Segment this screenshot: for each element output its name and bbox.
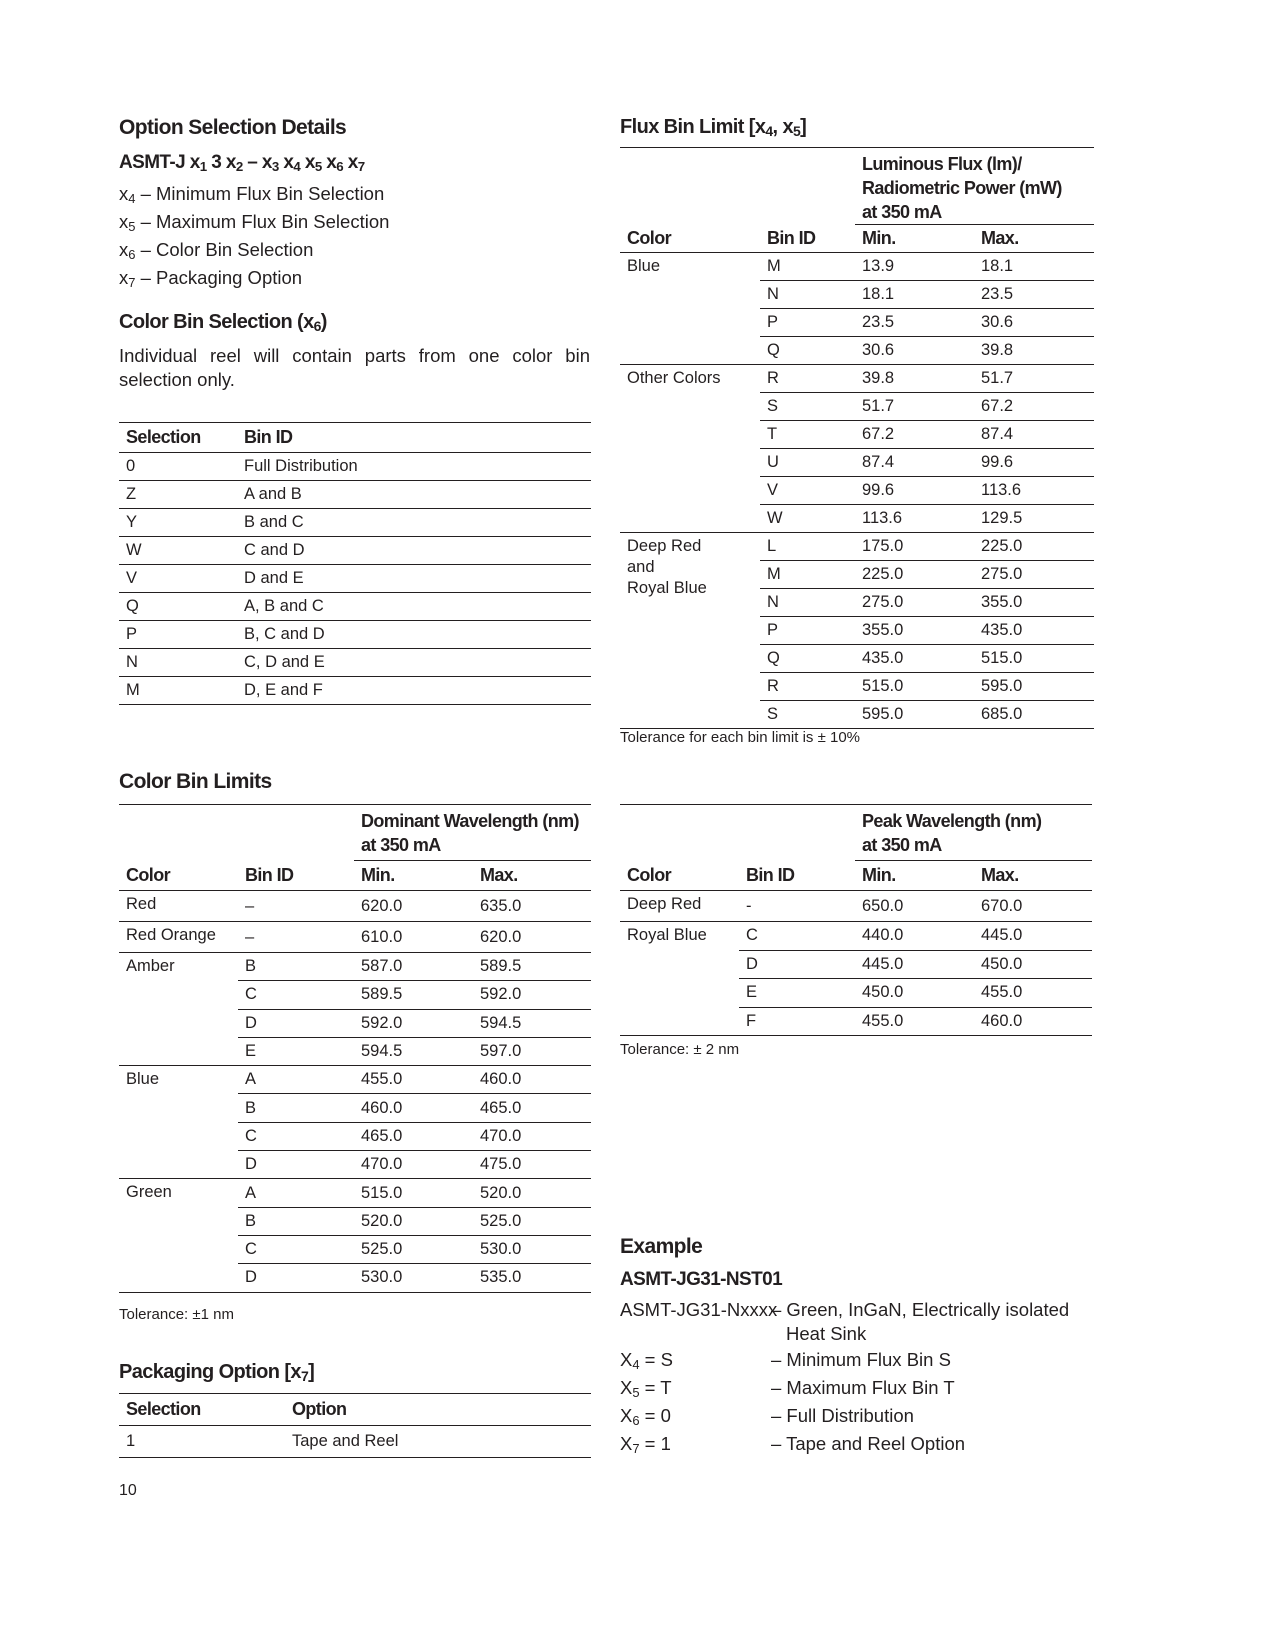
table-cell: A and B bbox=[244, 485, 302, 503]
table-cell: 594.5 bbox=[473, 1009, 591, 1037]
table-cell: 445.0 bbox=[855, 950, 974, 979]
table-row bbox=[119, 565, 591, 593]
table-header: Selection bbox=[126, 1399, 201, 1419]
table-cell: 589.5 bbox=[354, 981, 473, 1009]
example-line: $X_5 = T$ – Maximum Flux Bin T bbox=[620, 1377, 955, 1400]
table-cell: C bbox=[238, 1235, 354, 1263]
color-bin-limits-tolerance: Tolerance: ±1 nm bbox=[119, 1306, 234, 1323]
table-cell: 440.0 bbox=[855, 922, 974, 951]
table-cell: 113.6 bbox=[974, 477, 1094, 505]
table-cell: C bbox=[238, 981, 354, 1009]
table-header: Min. bbox=[862, 228, 896, 248]
table-cell: S bbox=[760, 393, 855, 421]
example-breakdown bbox=[620, 1298, 1090, 1460]
table-cell: 670.0 bbox=[974, 891, 1092, 922]
color-bin-selection-title: Color Bin Selection $(x_6)$ bbox=[119, 311, 327, 334]
example-part-number: ASMT-JG31-NST01 bbox=[620, 1269, 783, 1290]
table-cell: B bbox=[238, 1207, 354, 1235]
color-group-cell: Deep Red and Royal Blue bbox=[620, 533, 760, 729]
table-header: Option bbox=[292, 1399, 347, 1419]
option-list-item: $x_5$ – Maximum Flux Bin Selection bbox=[119, 211, 390, 234]
table-row bbox=[119, 481, 591, 509]
table-cell: 175.0 bbox=[855, 533, 974, 561]
table-cell: 99.6 bbox=[855, 477, 974, 505]
color-group-cell: Amber bbox=[119, 953, 238, 1066]
table-header: Max. bbox=[981, 865, 1019, 885]
color-group-cell: Other Colors bbox=[620, 365, 760, 533]
example-line: $X_6 = 0$ – Full Distribution bbox=[620, 1405, 914, 1428]
part-code: ASMT-J $x_1$ 3 $x_2 - x_3$ $x_4$ $x_5$ $x_6$ $x_7$ bbox=[119, 152, 365, 174]
color-bin-limits-table bbox=[119, 804, 591, 1293]
table-row bbox=[620, 922, 1092, 951]
color-group-cell: Deep Red bbox=[620, 891, 739, 922]
table-cell: R bbox=[760, 673, 855, 701]
table-cell: 435.0 bbox=[974, 617, 1094, 645]
dominant-wavelength-header: Dominant Wavelength (nm) at 350 mA bbox=[354, 805, 591, 861]
table-cell: D, E and F bbox=[244, 681, 323, 699]
table-cell: 455.0 bbox=[974, 979, 1092, 1008]
table-cell: 450.0 bbox=[974, 950, 1092, 979]
table-cell: N bbox=[126, 653, 138, 671]
table-cell: 435.0 bbox=[855, 645, 974, 673]
table-cell: L bbox=[760, 533, 855, 561]
table-cell: 39.8 bbox=[974, 337, 1094, 365]
table-cell: 650.0 bbox=[855, 891, 974, 922]
table-cell: S bbox=[760, 701, 855, 729]
table-cell: V bbox=[760, 477, 855, 505]
table-cell: 23.5 bbox=[855, 309, 974, 337]
table-cell: Q bbox=[760, 337, 855, 365]
table-cell: 455.0 bbox=[855, 1007, 974, 1036]
option-list-item: $x_4$ – Minimum Flux Bin Selection bbox=[119, 183, 385, 206]
table-row: 1 Tape and Reel bbox=[119, 1426, 591, 1458]
table-cell: D bbox=[238, 1264, 354, 1292]
table-header: Color bbox=[126, 864, 170, 885]
table-cell: E bbox=[238, 1037, 354, 1065]
luminous-flux-header: Luminous Flux (lm)/ Radiometric Power (mW) at 350 mA bbox=[855, 148, 1094, 225]
table-cell: 67.2 bbox=[855, 421, 974, 449]
table-row bbox=[119, 537, 591, 565]
table-cell: 620.0 bbox=[473, 922, 591, 953]
table-cell: 587.0 bbox=[354, 953, 473, 981]
table-row bbox=[119, 953, 591, 981]
table-header: Bin ID bbox=[245, 864, 294, 885]
table-cell: – bbox=[238, 891, 354, 922]
table-cell: Z bbox=[126, 485, 137, 503]
peak-wavelength-table bbox=[620, 804, 1092, 1036]
table-cell: – bbox=[238, 922, 354, 953]
table-cell: 535.0 bbox=[473, 1264, 591, 1292]
table-cell: 520.0 bbox=[354, 1207, 473, 1235]
table-cell: 355.0 bbox=[974, 589, 1094, 617]
table-cell: 525.0 bbox=[354, 1235, 473, 1263]
table-header: Min. bbox=[361, 865, 395, 885]
color-bin-paragraph: Individual reel will contain parts from one color bin selection only. bbox=[119, 345, 590, 390]
table-cell: 445.0 bbox=[974, 922, 1092, 951]
table-cell: 465.0 bbox=[354, 1122, 473, 1150]
table-row bbox=[119, 1066, 591, 1094]
table-cell: P bbox=[126, 625, 138, 643]
table-header: Color bbox=[627, 227, 671, 248]
table-row bbox=[620, 533, 1094, 561]
option-selection-title: Option Selection Details bbox=[119, 116, 347, 139]
table-cell: 530.0 bbox=[354, 1264, 473, 1292]
table-cell: R bbox=[760, 365, 855, 393]
table-header: Bin ID bbox=[746, 864, 795, 885]
table-cell: T bbox=[760, 421, 855, 449]
table-cell: D bbox=[238, 1009, 354, 1037]
example-title: Example bbox=[620, 1235, 703, 1258]
table-cell: C bbox=[238, 1122, 354, 1150]
table-cell: 592.0 bbox=[473, 981, 591, 1009]
table-cell: 39.8 bbox=[855, 365, 974, 393]
table-cell: 13.9 bbox=[855, 253, 974, 281]
table-row bbox=[119, 621, 591, 649]
table-cell: Full Distribution bbox=[244, 457, 358, 475]
color-group-cell: Royal Blue bbox=[620, 922, 739, 1036]
table-cell: V bbox=[126, 569, 138, 587]
table-cell: 470.0 bbox=[354, 1151, 473, 1179]
color-group-cell: Blue bbox=[119, 1066, 238, 1179]
example-line: ASMT-JG31-Nxxxx – Green, InGaN, Electrically isolated Heat Sink bbox=[620, 1299, 1070, 1344]
table-cell: 520.0 bbox=[473, 1179, 591, 1207]
table-cell: 515.0 bbox=[974, 645, 1094, 673]
table-cell: 595.0 bbox=[974, 673, 1094, 701]
table-cell: 460.0 bbox=[354, 1094, 473, 1122]
table-cell: 685.0 bbox=[974, 701, 1094, 729]
table-cell: D and E bbox=[244, 569, 304, 587]
flux-bin-table bbox=[620, 147, 1094, 729]
table-row bbox=[119, 509, 591, 537]
table-cell: 275.0 bbox=[974, 561, 1094, 589]
table-cell: 635.0 bbox=[473, 891, 591, 922]
table-header: Min. bbox=[862, 865, 896, 885]
table-cell: 470.0 bbox=[473, 1122, 591, 1150]
table-cell: A bbox=[238, 1179, 354, 1207]
table-cell: F bbox=[739, 1007, 855, 1036]
table-row bbox=[119, 677, 591, 705]
table-cell: 51.7 bbox=[855, 393, 974, 421]
packaging-option-title: Packaging Option $[x_7]$ bbox=[119, 1361, 315, 1384]
table-cell: 475.0 bbox=[473, 1151, 591, 1179]
packaging-table bbox=[119, 1393, 591, 1458]
table-cell: 592.0 bbox=[354, 1009, 473, 1037]
table-cell: C and D bbox=[244, 541, 305, 559]
table-cell: - bbox=[739, 891, 855, 922]
color-group-cell: Red Orange bbox=[119, 922, 238, 953]
table-cell: 87.4 bbox=[855, 449, 974, 477]
table-cell: 51.7 bbox=[974, 365, 1094, 393]
table-cell: 450.0 bbox=[855, 979, 974, 1008]
table-cell: D bbox=[238, 1151, 354, 1179]
table-header: Bin ID bbox=[767, 227, 816, 248]
table-cell: M bbox=[760, 561, 855, 589]
table-cell: D bbox=[739, 950, 855, 979]
table-row bbox=[119, 1179, 591, 1207]
table-cell: 515.0 bbox=[354, 1179, 473, 1207]
table-cell: 525.0 bbox=[473, 1207, 591, 1235]
table-cell: 225.0 bbox=[974, 533, 1094, 561]
table-row bbox=[620, 365, 1094, 393]
table-header: Color bbox=[627, 864, 671, 885]
table-cell: 23.5 bbox=[974, 281, 1094, 309]
table-cell: B bbox=[238, 1094, 354, 1122]
table-cell: 87.4 bbox=[974, 421, 1094, 449]
table-cell: M bbox=[760, 253, 855, 281]
table-cell: N bbox=[760, 281, 855, 309]
table-header: Max. bbox=[981, 228, 1019, 248]
table-cell: M bbox=[126, 681, 140, 699]
page-number: 10 bbox=[119, 1482, 137, 1499]
table-cell: Y bbox=[126, 513, 138, 531]
color-bin-selection-table bbox=[119, 422, 591, 705]
table-cell: 99.6 bbox=[974, 449, 1094, 477]
table-cell: 465.0 bbox=[473, 1094, 591, 1122]
table-cell: 460.0 bbox=[473, 1066, 591, 1094]
table-cell: W bbox=[760, 505, 855, 533]
table-cell: 18.1 bbox=[855, 281, 974, 309]
table-cell: B bbox=[238, 953, 354, 981]
table-cell: A bbox=[238, 1066, 354, 1094]
table-row bbox=[119, 891, 591, 922]
table-header: Bin ID bbox=[244, 427, 293, 447]
option-list-item: $x_6$ – Color Bin Selection bbox=[119, 239, 314, 262]
table-cell: P bbox=[760, 617, 855, 645]
table-cell: C bbox=[739, 922, 855, 951]
table-cell: 275.0 bbox=[855, 589, 974, 617]
table-cell: 455.0 bbox=[354, 1066, 473, 1094]
table-cell: 610.0 bbox=[354, 922, 473, 953]
table-cell: E bbox=[739, 979, 855, 1008]
flux-bin-limit-title: Flux Bin Limit [$x_4$, $x_5$] bbox=[620, 116, 807, 139]
table-cell: 595.0 bbox=[855, 701, 974, 729]
color-group-cell: Blue bbox=[620, 253, 760, 365]
example-line: $X_7 = 1$ – Tape and Reel Option bbox=[620, 1433, 966, 1456]
table-cell: Q bbox=[126, 597, 139, 615]
table-cell: 597.0 bbox=[473, 1037, 591, 1065]
table-row bbox=[620, 253, 1094, 281]
table-cell: 460.0 bbox=[974, 1007, 1092, 1036]
table-cell: A, B and C bbox=[244, 597, 324, 615]
color-group-cell: Green bbox=[119, 1179, 238, 1292]
table-cell: N bbox=[760, 589, 855, 617]
option-list bbox=[119, 180, 389, 292]
table-cell: 225.0 bbox=[855, 561, 974, 589]
example-line: $X_4 = S$ – Minimum Flux Bin S bbox=[620, 1349, 951, 1372]
table-cell: 113.6 bbox=[855, 505, 974, 533]
table-cell: P bbox=[760, 309, 855, 337]
table-cell: 594.5 bbox=[354, 1037, 473, 1065]
table-cell: C, D and E bbox=[244, 653, 325, 671]
table-cell: 515.0 bbox=[855, 673, 974, 701]
table-cell: 129.5 bbox=[974, 505, 1094, 533]
table-row bbox=[119, 922, 591, 953]
table-cell: 30.6 bbox=[974, 309, 1094, 337]
table-cell: 589.5 bbox=[473, 953, 591, 981]
option-list-item: $x_7$ – Packaging Option bbox=[119, 267, 303, 290]
table-cell: 0 bbox=[126, 457, 136, 475]
table-cell: 30.6 bbox=[855, 337, 974, 365]
table-cell: 18.1 bbox=[974, 253, 1094, 281]
table-cell: B and C bbox=[244, 513, 304, 531]
table-cell: 620.0 bbox=[354, 891, 473, 922]
table-header: Max. bbox=[480, 865, 518, 885]
color-group-cell: Red bbox=[119, 891, 238, 922]
peak-wavelength-tolerance: Tolerance: ± 2 nm bbox=[620, 1041, 740, 1058]
table-cell: W bbox=[126, 541, 142, 559]
table-cell: B, C and D bbox=[244, 625, 325, 643]
table-header: Selection bbox=[126, 427, 201, 447]
table-cell: U bbox=[760, 449, 855, 477]
table-row bbox=[119, 593, 591, 621]
table-cell: 530.0 bbox=[473, 1235, 591, 1263]
table-row bbox=[119, 649, 591, 677]
color-bin-limits-title: Color Bin Limits bbox=[119, 770, 272, 793]
table-cell: 355.0 bbox=[855, 617, 974, 645]
table-cell: Q bbox=[760, 645, 855, 673]
table-row bbox=[620, 891, 1092, 922]
peak-wavelength-header: Peak Wavelength (nm) at 350 mA bbox=[855, 805, 1092, 861]
table-row bbox=[119, 453, 591, 481]
table-cell: 67.2 bbox=[974, 393, 1094, 421]
flux-bin-tolerance: Tolerance for each bin limit is ± 10% bbox=[620, 729, 861, 746]
